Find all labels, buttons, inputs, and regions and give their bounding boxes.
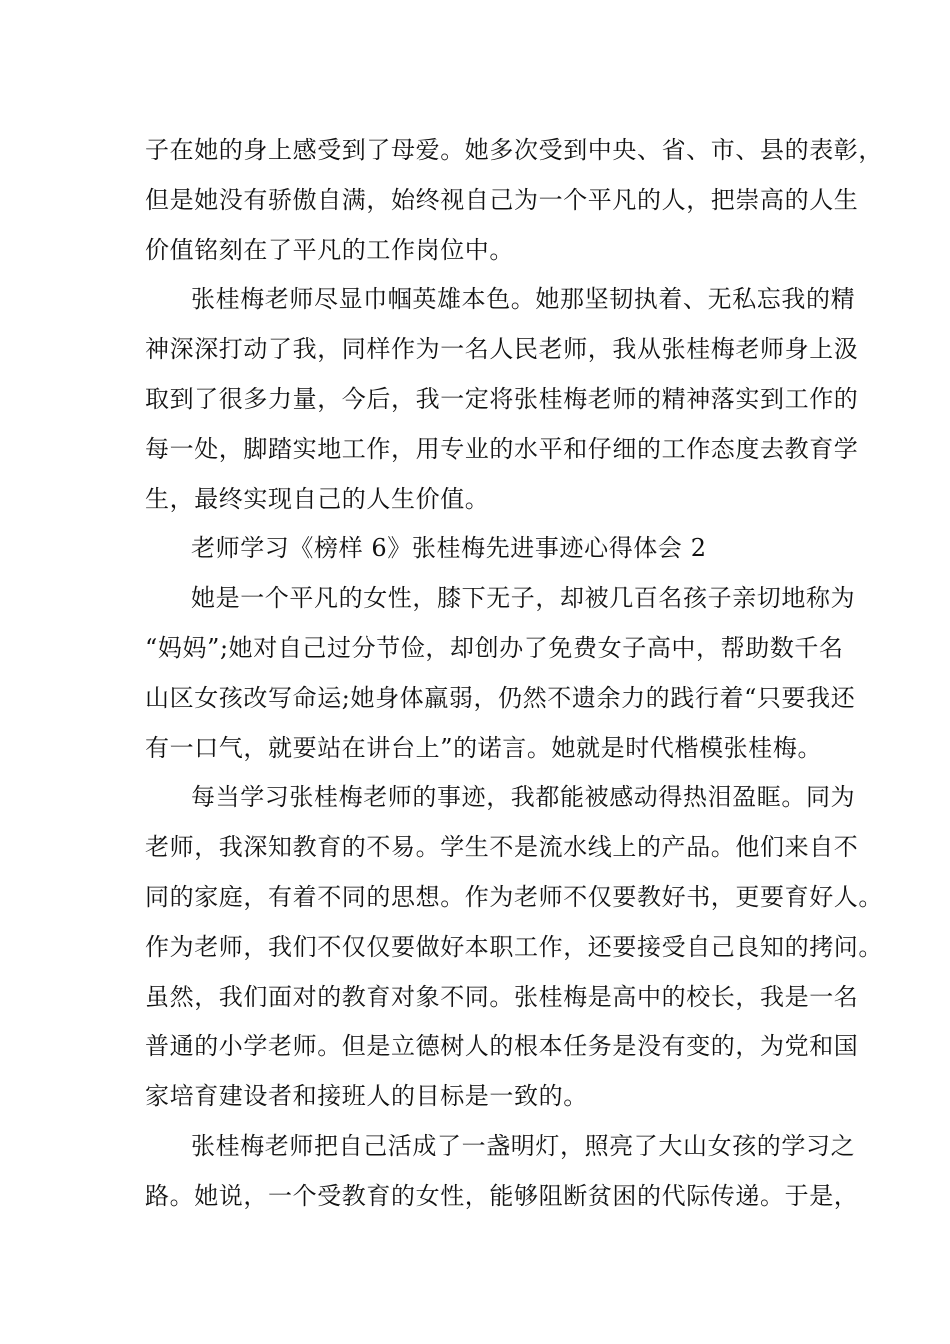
text-line: 每一处，脚踏实地工作，用专业的水平和仔细的工作态度去教育学 (145, 434, 859, 463)
text-line: 子在她的身上感受到了母爱。她多次受到中央、省、市、县的表彰， (145, 136, 883, 164)
text-line: 家培育建设者和接班人的目标是一致的。 (145, 1082, 588, 1111)
text-line: 但是她没有骄傲自满，始终视自己为一个平凡的人，把崇高的人生 (145, 185, 859, 214)
document-body (145, 126, 883, 1222)
text-line: 神深深打动了我，同样作为一名人民老师，我从张桂梅老师身上汲 (145, 335, 859, 364)
text-line: 虽然，我们面对的教育对象不同。张桂梅是高中的校长，我是一名 (145, 982, 859, 1011)
paragraph-first-line: 张桂梅老师把自己活成了一盏明灯，照亮了大山女孩的学习之 (191, 1131, 856, 1160)
text-line: 有一口气，就要站在讲台上”的诺言。她就是时代楷模张桂梅。 (145, 733, 823, 762)
text-line: 作为老师，我们不仅仅要做好本职工作，还要接受自己良知的拷问。 (145, 932, 883, 961)
text-line: 山区女孩改写命运;她身体羸弱，仍然不遗余力的践行着“只要我还 (145, 683, 856, 712)
text-line: 生，最终实现自己的人生价值。 (145, 484, 490, 513)
text-line: 老师，我深知教育的不易。学生不是流水线上的产品。他们来自不 (145, 833, 859, 862)
paragraph-first-line: 她是一个平凡的女性，膝下无子，却被几百名孩子亲切地称为 (191, 584, 856, 613)
section-heading: 老师学习《榜样 6》张桂梅先进事迹心得体会 2 (191, 534, 707, 563)
text-line: 价值铭刻在了平凡的工作岗位中。 (145, 235, 514, 264)
text-line: “妈妈”;她对自己过分节俭，却创办了免费女子高中，帮助数千名 (145, 633, 844, 662)
paragraph-first-line: 每当学习张桂梅老师的事迹，我都能被感动得热泪盈眶。同为 (191, 783, 856, 812)
text-line: 取到了很多力量，今后，我一定将张桂梅老师的精神落实到工作的 (145, 384, 859, 413)
text-line: 路。她说，一个受教育的女性，能够阻断贫困的代际传递。于是， (145, 1181, 859, 1210)
paragraph-first-line: 张桂梅老师尽显巾帼英雄本色。她那坚韧执着、无私忘我的精 (191, 285, 856, 314)
text-line: 同的家庭，有着不同的思想。作为老师不仅要教好书，更要育好人。 (145, 882, 883, 911)
text-line: 普通的小学老师。但是立德树人的根本任务是没有变的，为党和国 (145, 1032, 859, 1061)
